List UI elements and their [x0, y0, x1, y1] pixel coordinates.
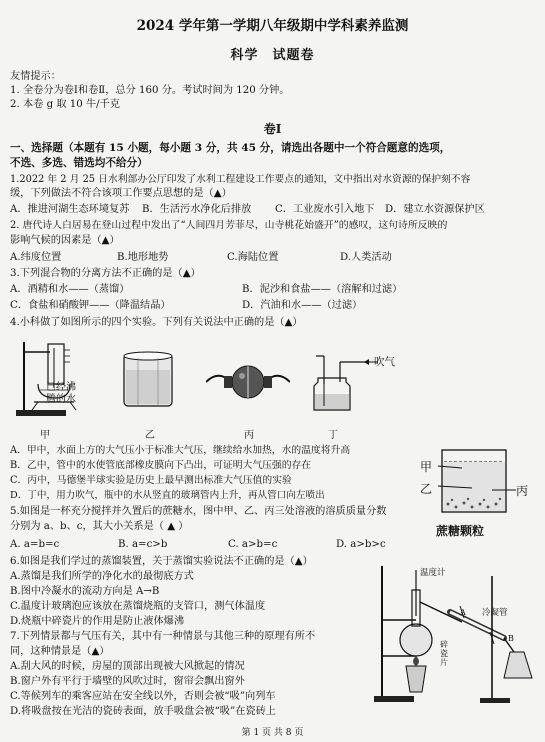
- q6-option-a: A.蒸馏是我们所学的净化水的最彻底方式: [10, 571, 194, 582]
- q7-option-d: D.将吸盘按在光洁的瓷砖表面，放手吸盘会被“吸”在瓷砖上: [10, 706, 276, 717]
- section-title: 卷Ⅰ: [263, 122, 282, 136]
- q2-option-b: B.地形地势: [117, 252, 169, 263]
- tips-heading: 友情提示：: [10, 71, 61, 82]
- q1-option-c: C．工业废水引入地下: [275, 204, 375, 215]
- q1-option-b: B．生活污水净化后排放: [142, 204, 252, 215]
- instructions-2: 不选、多选、错选均不给分）: [10, 157, 148, 169]
- q5-label-bing: 丙: [516, 484, 529, 498]
- q3-option-b: B．泥沙和食盐——（溶解和过滤）: [242, 284, 403, 295]
- q7-option-a: A.刮大风的时候，房屋的顶部出现被大风掀起的情况: [10, 661, 245, 672]
- q4-option-c: C．丙中，马德堡半球实验是历史上最早测出标准大气压值的实验: [10, 475, 292, 486]
- q6-option-c: C.温度计玻璃泡应该放在蒸馏烧瓶的支管口，测气体温度: [10, 601, 266, 612]
- q4-fig-jia-note-1: 已经沸: [46, 382, 76, 393]
- q4-fig-yi-label: 乙: [145, 430, 155, 441]
- q5-stem-1: 5.如图是一杯充分搅拌并久置后的蔗糖水，图中甲、乙、丙三处溶液的溶质质量分数: [10, 506, 387, 517]
- instructions-1: 一、选择题（本题有 15 小题，每小题 3 分，共 45 分，请选出各题中一个符合题意的选项，: [10, 142, 451, 154]
- q7-stem-2: 同，这种情景是（▲）: [10, 646, 110, 657]
- q3-option-a: A．酒精和水——（蒸馏）: [10, 284, 130, 295]
- q1-option-d: D．建立水资源保护区: [385, 204, 485, 215]
- q6-option-d: D.烧瓶中碎瓷片的作用是防止液体爆沸: [10, 616, 185, 627]
- q5-stem-2: 分别为 a、b、c，其大小关系是（ ▲ ）: [10, 521, 189, 532]
- q2-option-c: C.海陆位置: [227, 252, 279, 263]
- q1-option-a: A．推进河湖生态环境复苏: [10, 204, 130, 215]
- q5-option-c: C. a>b=c: [228, 539, 278, 550]
- q5-label-jia: 甲: [420, 460, 433, 474]
- q6-label-condenser: 冷凝管: [482, 608, 508, 618]
- q5-caption: 蔗糖颗粒: [436, 524, 485, 538]
- q4-fig-ding-blow: 吹气: [374, 356, 395, 368]
- q1-stem-1: 1.2022 年 2 月 25 日水利部办公厅印发了水利工程建设工作要点的通知，文中指出对水资源的保护刻不容: [10, 174, 471, 185]
- q5-pointer-lines: [432, 460, 522, 500]
- q4-fig-jia-note-2: 腾的水: [46, 394, 76, 405]
- q5-option-b: B. a=c>b: [118, 539, 168, 550]
- q5-option-a: A. a=b=c: [10, 539, 60, 550]
- q7-option-b: B.窗户外有平行于墙壁的风吹过时，窗帘会飘出窗外: [10, 676, 245, 687]
- tip-1: 1. 全卷分为卷Ⅰ和卷Ⅱ，总分 160 分。考试时间为 120 分钟。: [10, 85, 290, 96]
- q4-option-a: A．甲中，水面上方的大气压小于标准大气压，继续给水加热，水的温度将升高: [10, 445, 351, 456]
- q4-fig-jia-label: 甲: [40, 430, 50, 441]
- page-footer: 第 1 页 共 8 页: [241, 728, 304, 738]
- q6-figure-distillation: [372, 556, 540, 706]
- exam-subtitle: 科学 试题卷: [230, 48, 315, 63]
- q6-label-b: B: [508, 634, 514, 643]
- q6-label-chips: 碎瓷片: [440, 640, 448, 667]
- tip-2: 2. 本卷 g 取 10 牛/千克: [10, 99, 120, 110]
- q4-fig-bing-label: 丙: [244, 430, 254, 441]
- q7-option-c: C.等候列车的乘客应站在安全线以外，否则会被“吸”向列车: [10, 691, 276, 702]
- q3-option-d: D．汽油和水——（过滤）: [242, 300, 363, 311]
- q6-label-a: A: [460, 608, 466, 617]
- blow-arrow-icon: [364, 358, 378, 366]
- q3-stem: 3.下列混合物的分离方法不正确的是（▲）: [10, 268, 201, 279]
- q3-option-c: C．食盐和硝酸钾——（降温结晶）: [10, 300, 171, 311]
- q2-stem-2: 影响气候的因素是（▲）: [10, 235, 120, 246]
- q4-figure-yi: [118, 350, 178, 412]
- q1-stem-2: 缓，下列做法不符合该项工作要点思想的是（▲）: [10, 188, 232, 199]
- q7-stem-1: 7.下列情景都与气压有关，其中有一种情景与其他三种的原理有所不: [10, 631, 316, 642]
- q2-option-a: A.纬度位置: [10, 252, 62, 263]
- q4-stem: 4.小科做了如图所示的四个实验。下列有关说法中正确的是（▲）: [10, 317, 303, 328]
- exam-title: 2024 学年第一学期八年级期中学科素养监测: [136, 18, 409, 34]
- q6-option-b: B.图中冷凝水的流动方向是 A→B: [10, 586, 160, 597]
- q4-fig-ding-label: 丁: [328, 430, 338, 441]
- q4-option-b: B．乙中，管中的水使管底部橡皮膜向下凸出，可证明大气压强的存在: [10, 460, 312, 471]
- q4-figure-bing: [206, 362, 290, 402]
- q2-stem-1: 2. 唐代诗人白居易在登山过程中发出了“人间四月芳菲尽，山寺桃花始盛开”的感叹，这句诗所反映的: [10, 220, 448, 231]
- q6-stem: 6.如图是我们学过的蒸馏装置，关于蒸馏实验说法不正确的是（▲）: [10, 556, 313, 567]
- q4-figure-jia: [10, 338, 90, 420]
- q5-label-yi: 乙: [420, 482, 433, 496]
- q4-option-d: D．丁中，用力吹气，瓶中的水从竖直的玻璃管内上升，再从管口向左喷出: [10, 490, 325, 501]
- q2-option-d: D.人类活动: [340, 252, 392, 263]
- q6-label-thermometer: 温度计: [420, 568, 446, 578]
- q5-option-d: D. a>b>c: [336, 539, 386, 550]
